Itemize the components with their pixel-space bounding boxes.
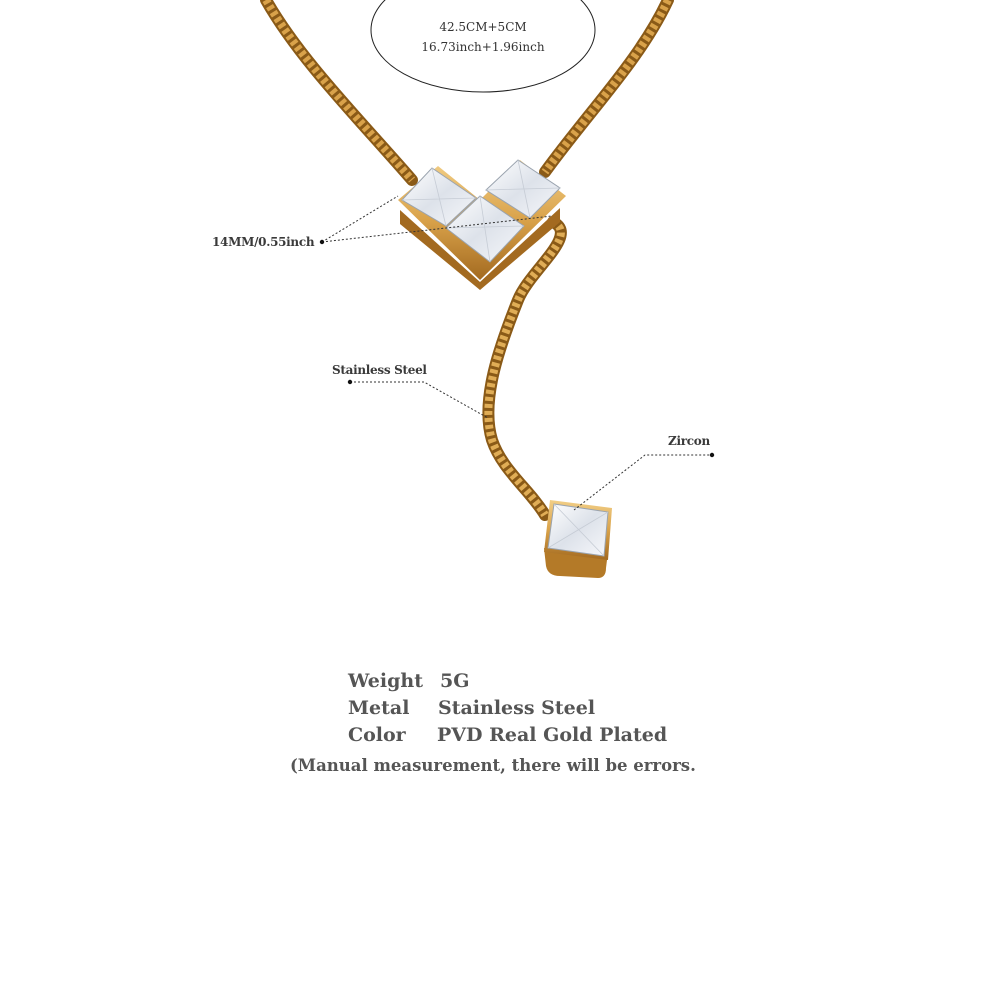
spec-color-label: Color xyxy=(348,724,406,746)
pendant-size-label: 14MM/0.55inch xyxy=(212,235,315,249)
length-cm-label: 42.5CM+5CM xyxy=(439,20,527,34)
stone-label: Zircon xyxy=(668,434,710,448)
measurement-note: (Manual measurement, there will be errors. xyxy=(290,756,696,775)
callout-dots xyxy=(320,240,714,457)
spec-weight-label: Weight xyxy=(348,670,423,692)
spec-color-value: PVD Real Gold Plated xyxy=(437,724,668,746)
square-pendant xyxy=(544,500,612,578)
chain-material-label: Stainless Steel xyxy=(332,363,427,377)
length-inch-label: 16.73inch+1.96inch xyxy=(421,40,545,54)
spec-weight-value: 5G xyxy=(440,670,470,692)
spec-metal-value: Stainless Steel xyxy=(438,697,596,719)
spec-metal-label: Metal xyxy=(348,697,410,719)
